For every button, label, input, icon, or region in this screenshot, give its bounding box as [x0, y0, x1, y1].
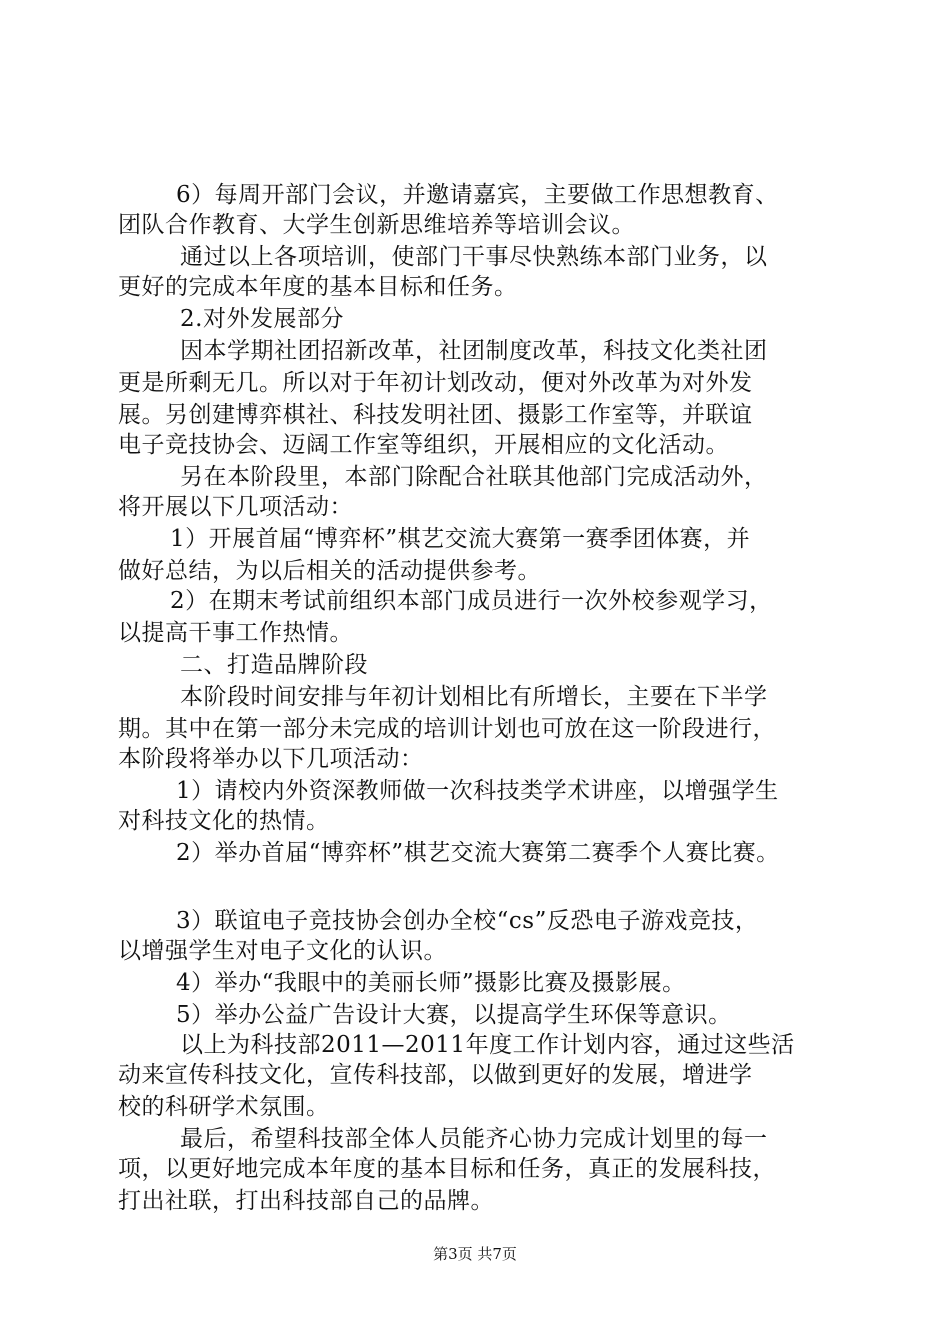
text-line: 更好的完成本年度的基本目标和任务。	[118, 274, 518, 300]
text-line: 2）在期末考试前组织本部门成员进行一次外校参观学习，	[170, 588, 773, 614]
text-line: 电子竞技协会、迈阔工作室等组织，开展相应的文化活动。	[118, 432, 729, 458]
text-line: 2）举办首届“博弈杯”棋艺交流大赛第二赛季个人赛比赛。	[176, 840, 780, 866]
page-footer: 第3页 共7页	[433, 1245, 517, 1263]
text-line: 以上为科技部2011—2011年度工作计划内容，通过这些活	[180, 1032, 795, 1058]
text-line: 另在本阶段里，本部门除配合社联其他部门完成活动外，	[180, 464, 768, 490]
text-line: 将开展以下几项活动：	[118, 494, 353, 520]
text-line: 项，以更好地完成本年度的基本目标和任务，真正的发展科技，	[118, 1156, 776, 1182]
section-heading: 2.对外发展部分	[180, 306, 344, 332]
text-line: 1）请校内外资深教师做一次科技类学术讲座，以增强学生	[176, 778, 779, 804]
text-line: 以增强学生对电子文化的认识。	[118, 938, 447, 964]
text-line: 校的科研学术氛围。	[118, 1094, 330, 1120]
text-line: 本阶段将举办以下几项活动：	[118, 746, 424, 772]
section-heading: 二、打造品牌阶段	[180, 652, 368, 678]
text-line: 以提高干事工作热情。	[118, 620, 353, 646]
text-line: 6）每周开部门会议，并邀请嘉宾，主要做工作思想教育、	[176, 182, 779, 208]
text-line: 对科技文化的热情。	[118, 808, 330, 834]
text-line: 打出社联，打出科技部自己的品牌。	[118, 1188, 494, 1214]
text-line: 本阶段时间安排与年初计划相比有所增长，主要在下半学	[180, 684, 768, 710]
text-line: 团队合作教育、大学生创新思维培养等培训会议。	[118, 212, 635, 238]
text-line: 5）举办公益广告设计大赛，以提高学生环保等意识。	[176, 1002, 732, 1028]
text-line: 3）联谊电子竞技协会创办全校“cs”反恐电子游戏竞技，	[176, 908, 759, 934]
text-line: 做好总结，为以后相关的活动提供参考。	[118, 558, 541, 584]
text-line: 4）举办“我眼中的美丽长师”摄影比赛及摄影展。	[176, 970, 686, 996]
text-line: 更是所剩无几。所以对于年初计划改动，便对外改革为对外发	[118, 370, 753, 396]
text-line: 最后，希望科技部全体人员能齐心协力完成计划里的每一	[180, 1126, 768, 1152]
text-line: 展。另创建博弈棋社、科技发明社团、摄影工作室等，并联谊	[118, 402, 753, 428]
text-line: 通过以上各项培训，使部门干事尽快熟练本部门业务，以	[180, 244, 768, 270]
text-line: 期。其中在第一部分未完成的培训计划也可放在这一阶段进行，	[118, 716, 776, 742]
text-line: 1）开展首届“博弈杯”棋艺交流大赛第一赛季团体赛，并	[170, 526, 751, 552]
text-line: 因本学期社团招新改革，社团制度改革，科技文化类社团	[180, 338, 768, 364]
text-line: 动来宣传科技文化，宣传科技部，以做到更好的发展，增进学	[118, 1062, 753, 1088]
